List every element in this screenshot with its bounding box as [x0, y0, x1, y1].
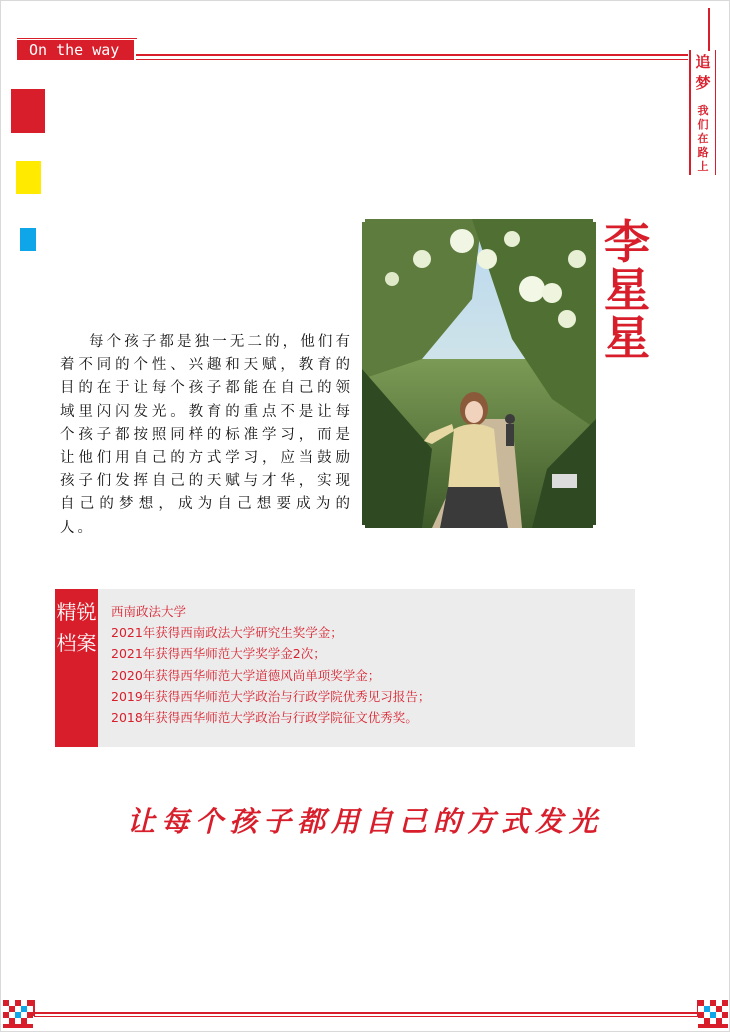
decor-square-blue — [20, 228, 36, 251]
profile-label: 精锐档案 — [55, 589, 98, 747]
footer-pattern-right — [698, 1000, 728, 1028]
header-tag: On the way — [17, 40, 134, 60]
profile-item: 西南政法大学 — [111, 604, 187, 619]
footer-line-thin — [34, 1016, 699, 1017]
portrait-image — [362, 219, 596, 528]
intro-paragraph: 每个孩子都是独一无二的，他们有着不同的个性、兴趣和天赋，教育的目的在于让每个孩子都能在自己的领域里闪闪发光。教育的重点不是让每个孩子都按照同样的标准学习，而是让他们用自己的方式学习，应当鼓励孩子们发挥自己的天赋与才华，实现自己的梦想，成为自己想要成为的人。 — [60, 334, 353, 536]
side-title: 追梦 — [695, 53, 711, 92]
photo-corner-bottom-right — [589, 521, 601, 533]
profile-item: 2019年获得西华师范大学政治与行政学院优秀见习报告； — [111, 688, 431, 704]
profile-item: 2021年获得西南政法大学研究生奖学金； — [111, 625, 343, 641]
profile-item: 2020年获得西华师范大学道德风尚单项奖学金； — [111, 667, 381, 683]
person-name: 李星星 — [604, 215, 650, 365]
photo-corner-top-right — [589, 214, 601, 226]
profile-list — [111, 601, 430, 728]
portrait-photo — [362, 219, 596, 528]
footer-pattern-left — [3, 1000, 33, 1028]
photo-corner-bottom-left — [357, 521, 369, 533]
slogan: 让每个孩子都用自己的方式发光 — [126, 805, 603, 838]
footer-vertical-left — [33, 1000, 35, 1016]
header-line-thin — [136, 59, 688, 60]
side-subtitle: 我们在路上 — [697, 104, 709, 173]
profile-item: 2018年获得西华师范大学政治与行政学院征文优秀奖。 — [111, 710, 418, 726]
footer-line — [34, 1012, 699, 1014]
header-line — [136, 54, 688, 56]
header-vertical-line — [708, 8, 710, 51]
decor-square-red — [11, 89, 45, 133]
photo-corner-top-left — [357, 214, 369, 226]
decor-square-yellow — [16, 161, 41, 194]
profile-item: 2021年获得西华师范大学奖学金2次； — [111, 646, 326, 662]
header-line-top — [17, 38, 137, 39]
